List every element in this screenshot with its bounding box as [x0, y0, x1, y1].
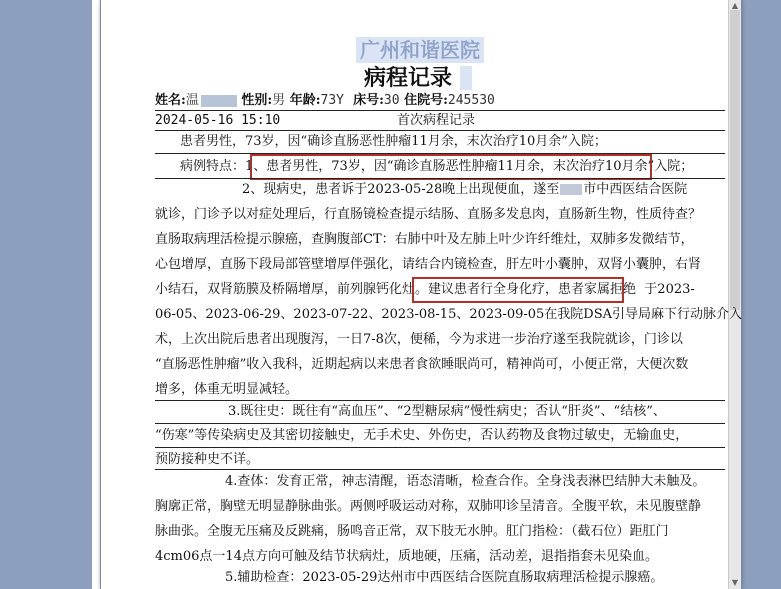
text-line: 胸廓正常，胸壁无明显静脉曲张。两侧呼吸运动对称，双肺叩诊呈清音。全腹平软，未见腹壁静: [155, 499, 702, 514]
redacted-text: [560, 184, 582, 195]
text-line: “直肠恶性肿瘤”收入我科，近期起病以来患者食欲睡眠尚可，精神尚可，小便正常，大便次数: [155, 357, 689, 372]
text-line: 增多，体重无明显减轻。: [155, 382, 299, 397]
scroll-up-icon[interactable]: ▲: [731, 1, 739, 10]
rule: [155, 400, 725, 401]
hospital-name: 广州和谐医院: [356, 37, 484, 63]
scroll-thumb[interactable]: [730, 10, 740, 310]
header-rule: [155, 110, 725, 111]
annotation-box: [412, 277, 624, 303]
text-line: 心包增厚，直肠下段局部管壁增厚伴强化，请结合内镜检查，肝左叶小囊肿，双肾小囊肿，右肾: [155, 257, 702, 272]
gender-value: 男: [272, 93, 286, 108]
rule: [155, 130, 725, 131]
record-heading: 首次病程记录: [397, 113, 476, 128]
rule: [155, 447, 725, 448]
text-line: “伤寒”等传染病史及其密切接触史，无手术史、外伤史，否认药物及食物过敏史，无输血史，: [155, 428, 689, 443]
text-line: 病例特点：1、患者男性，73岁，因“确诊直肠恶性肿瘤11月余，末次治疗10月余”入院；: [180, 159, 694, 174]
viewer-background-right: [741, 0, 781, 589]
text-line: 预防接种史不详。: [155, 452, 260, 467]
name-value: 温: [185, 93, 199, 108]
text-line: 术，上次出院后患者出现腹泻，一日7-8次，便稀，今为求进一步治疗遂至我院就诊，门诊以: [155, 332, 683, 347]
text-line: 5.辅助检查：2023-05-29达州市中西医结合医院直肠取病理活检提示腺癌。: [225, 570, 664, 585]
record-datetime: 2024-05-16 15:10: [155, 113, 281, 128]
age-label: 年龄:: [289, 93, 321, 108]
admission-label: 住院号:: [404, 93, 448, 108]
rule: [155, 178, 725, 179]
text-line: 就诊，门诊予以对症处理后，行直肠镜检查提示结肠、直肠多发息肉，直肠新生物，性质待查？: [155, 207, 702, 222]
age-value: 73Y: [320, 93, 345, 108]
text-line: 脉曲张。全腹无压痛及反跳痛，肠鸣音正常，双下肢无水肿。肛门指检：（截石位）距肛门: [155, 524, 669, 539]
text-line: 3.既往史：既往有“高血压”、“2型糖尿病”慢性病史；否认“肝炎”、“结核”、: [228, 404, 666, 419]
bed-value: 30: [383, 93, 400, 108]
text-line: 小结石，双肾筋膜及桥隔增厚，前列腺钙化灶。建议患者行全身化疗，患者家属拒绝 于2023-: [155, 282, 695, 297]
redacted-name: [201, 95, 237, 107]
annotation-box: [250, 154, 652, 180]
page-title: 病程记录: [363, 65, 452, 91]
text-line: 患者男性，73岁，因“确诊直肠恶性肿瘤11月余，末次治疗10月余”入院；: [180, 134, 607, 149]
vertical-scrollbar[interactable]: [728, 0, 741, 589]
rule: [155, 423, 725, 424]
selection-highlight: [460, 66, 472, 90]
gender-label: 性别:: [241, 93, 273, 108]
bed-label: 床号:: [353, 93, 384, 108]
rule: [155, 469, 725, 470]
text-line: 直肠取病理活检提示腺癌，查胸腹部CT：右肺中叶及左肺上叶少许纤维灶，双肺多发微结节，: [155, 232, 694, 247]
scroll-down-icon[interactable]: ▼: [731, 578, 739, 587]
name-label: 姓名:: [155, 93, 186, 108]
text-line: 4.查体：发育正常，神志清醒，语态清晰，检查合作。全身浅表淋巴结肿大未触及。: [225, 474, 706, 489]
viewer-background-left: [0, 0, 92, 589]
highlighted-recommendation: 建议患者行全身化疗，患者家属拒绝: [428, 282, 637, 297]
admission-value: 245530: [447, 93, 495, 108]
text-line: 2、现病史，患者诉于2023-05-28晚上出现便血，遂至 市中西医结合医院: [242, 182, 688, 197]
patient-info-bar: [155, 93, 725, 109]
text-line: 4cm06点一14点方向可触及结节状病灶，质地硬，压痛，活动差，退指指套未见染血。: [155, 549, 658, 564]
text-line: 06-05、2023-06-29、2023-07-22、2023-08-15、2023-09-05在我院DSA引导局麻下行动脉介入: [155, 307, 743, 322]
